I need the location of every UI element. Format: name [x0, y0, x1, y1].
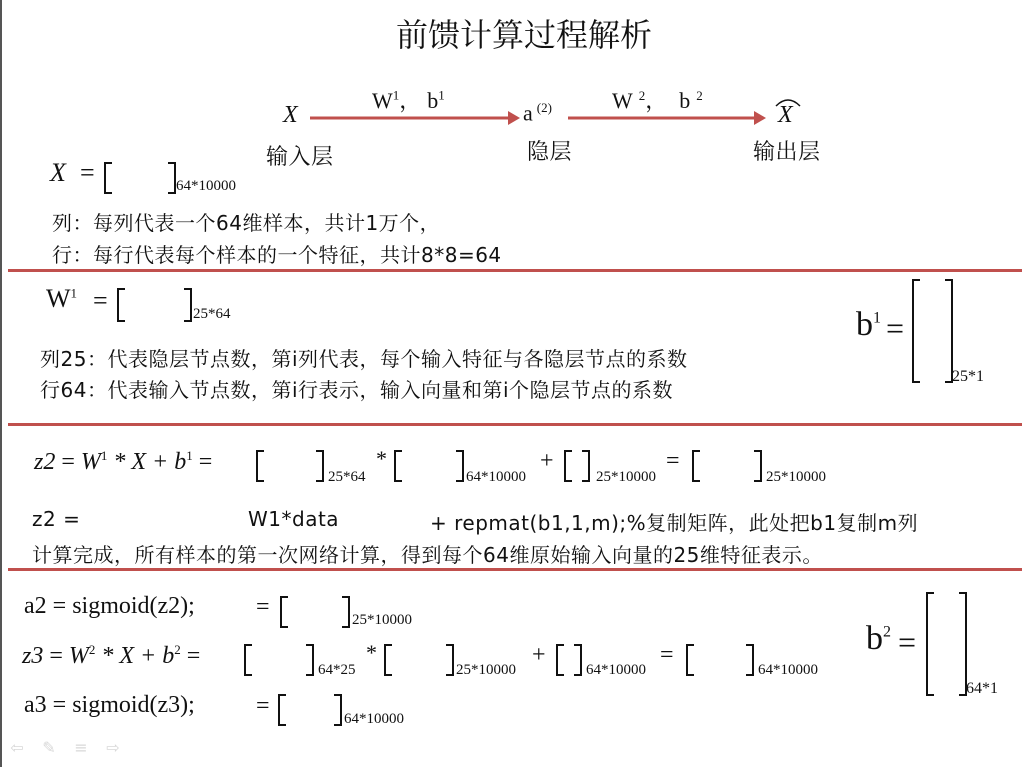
- b2-lhs: [866, 620, 891, 658]
- x-matrix-lhs: X: [50, 158, 66, 187]
- a2-line: a2 = sigmoid(z2);: [24, 593, 195, 619]
- z3-b: b: [162, 643, 175, 669]
- w1-bracket-left: [117, 288, 125, 322]
- x-matrix-dim: 64*10000: [176, 178, 236, 194]
- z3-mulx: * X +: [101, 643, 163, 669]
- x-matrix-bracket-left: [104, 162, 112, 194]
- z2-w-bracket-left: [256, 450, 264, 482]
- pen-icon[interactable]: ✎: [42, 738, 56, 757]
- slide-left-border: [0, 0, 2, 767]
- a3-bracket-left: [278, 694, 286, 726]
- divider-2: [8, 423, 1022, 426]
- flow-xhat: X: [778, 102, 793, 128]
- z3-dim1: 64*25: [318, 662, 356, 678]
- z2-eq: =: [61, 449, 75, 475]
- z3-lhs: z3: [22, 643, 44, 669]
- z2-dim2: 64*10000: [466, 469, 526, 485]
- z3-b-bracket-right: [574, 644, 582, 676]
- z2-b-bracket-right: [582, 450, 590, 482]
- a3-dim: 64*10000: [344, 711, 404, 727]
- flow-b1: b: [427, 88, 439, 113]
- flow-comma1: ，: [399, 88, 422, 113]
- x-col-desc: 列：每列代表一个64维样本，共计1万个，: [52, 211, 441, 235]
- z2-lhs: z2: [34, 449, 56, 475]
- b2-lhs-letter: b: [866, 620, 883, 657]
- z3-W-sup: 2: [88, 642, 96, 657]
- back-arrow-icon[interactable]: ⇦: [10, 738, 24, 757]
- flow-a2: a: [523, 100, 533, 126]
- slide-nav: [6, 738, 124, 757]
- flow-a2-label: [523, 100, 552, 126]
- w1-lhs: W: [46, 284, 71, 313]
- z2-equation: [34, 448, 212, 476]
- a3-line: a3 = sigmoid(z3);: [24, 692, 195, 718]
- z2-star: *: [376, 446, 387, 471]
- z3-eq: =: [49, 643, 63, 669]
- b1-lhs-sup: 1: [873, 309, 881, 327]
- z3-result-bracket-right: [746, 644, 754, 676]
- z2-W: W: [80, 449, 101, 475]
- z2-x-bracket-right: [456, 450, 464, 482]
- x-matrix-bracket-right: [168, 162, 176, 194]
- z2-eq3: =: [666, 448, 680, 474]
- divider-1: [8, 269, 1022, 272]
- z3-a-bracket-left: [384, 644, 392, 676]
- a2-bracket-right: [342, 596, 350, 628]
- z2-dim1: 25*64: [328, 469, 366, 485]
- w1-col-desc: 列25：代表隐层节点数，第i列代表，每个输入特征与各隐层节点的系数: [40, 347, 688, 371]
- w1-matrix-lhs: [46, 284, 77, 314]
- z2-x-bracket-left: [394, 450, 402, 482]
- b1-lhs: [856, 306, 881, 344]
- z2-result-bracket-right: [754, 450, 762, 482]
- a2-dim: 25*10000: [352, 612, 412, 628]
- z2-b-bracket-left: [564, 450, 572, 482]
- w1-row-desc: 行64：代表输入节点数，第i行表示，输入向量和第i个隐层节点的系数: [40, 378, 674, 402]
- flow-input-layer: 输入层: [266, 145, 334, 170]
- z3-a-bracket-right: [446, 644, 454, 676]
- flow-w2: W: [612, 88, 633, 113]
- a2-bracket-left: [280, 596, 288, 628]
- z2-summary: 计算完成，所有样本的第一次网络计算，得到每个64维原始输入向量的25维特征表示。: [32, 543, 823, 567]
- menu-icon[interactable]: ≡: [74, 738, 88, 757]
- w1-lhs-sup: 1: [70, 285, 78, 301]
- z2-w-bracket-right: [316, 450, 324, 482]
- forward-arrow-icon[interactable]: ⇨: [106, 738, 120, 757]
- a2-eq: =: [256, 594, 270, 620]
- flow-b2-sup: 2: [696, 87, 703, 103]
- flow-hidden-layer: 隐层: [527, 140, 573, 165]
- flow-xhat-label: [778, 102, 793, 129]
- z3-W: W: [68, 643, 89, 669]
- x-matrix-eq: =: [80, 158, 95, 187]
- z2-result-bracket-left: [692, 450, 700, 482]
- b2-dim: 64*1: [966, 680, 998, 697]
- z2-b-sup: 1: [186, 448, 193, 463]
- flow-w2-sup: 2: [638, 87, 646, 103]
- b1-eq: =: [886, 310, 905, 346]
- b1-dim: 25*1: [952, 368, 984, 385]
- z2-dim4: 25*10000: [766, 469, 826, 485]
- z2-dim3: 25*10000: [596, 469, 656, 485]
- b2-eq: =: [898, 624, 917, 660]
- flow-comma2: ，: [645, 88, 668, 113]
- flow-b1-sup: 1: [438, 87, 445, 103]
- z3-dim2: 25*10000: [456, 662, 516, 678]
- x-row-desc: 行：每行代表每个样本的一个特征，共计8*8=64: [52, 243, 502, 267]
- flow-w1: W: [372, 88, 393, 113]
- flow-a2-sup: (2): [536, 100, 552, 115]
- z3-w-bracket-right: [306, 644, 314, 676]
- flow-arrow-1: [310, 108, 520, 128]
- code-repmat: + repmat(b1,1,m);%复制矩阵，此处把b1复制m列: [430, 511, 919, 535]
- code-z2: z2 =: [32, 507, 81, 531]
- flow-output-layer: 输出层: [753, 140, 821, 165]
- z3-b-bracket-left: [556, 644, 564, 676]
- z3-equation: [22, 642, 200, 670]
- z3-plus: +: [532, 642, 546, 668]
- z3-dim3: 64*10000: [586, 662, 646, 678]
- z3-dim4: 64*10000: [758, 662, 818, 678]
- z3-eq3: =: [660, 642, 674, 668]
- flow-x-label: X: [283, 102, 298, 128]
- a3-eq: =: [256, 693, 270, 719]
- z3-eq2: =: [186, 643, 201, 669]
- z3-result-bracket-left: [686, 644, 694, 676]
- z2-mulx: * X +: [113, 449, 175, 475]
- b1-lhs-letter: b: [856, 306, 873, 343]
- flow-w1-sup: 1: [392, 87, 400, 103]
- w1-matrix-eq: =: [93, 286, 108, 315]
- z2-plus: +: [540, 448, 554, 474]
- b2-lhs-sup: 2: [883, 623, 891, 641]
- z2-eq2: =: [198, 449, 213, 475]
- z3-star: *: [366, 640, 377, 665]
- flow-arrow-2: [568, 108, 766, 128]
- w1-bracket-right: [184, 288, 192, 322]
- hat-icon: [775, 97, 801, 107]
- flow-b2: b: [679, 88, 691, 113]
- slide-title: 前馈计算过程解析: [396, 16, 653, 54]
- z2-b: b: [174, 449, 187, 475]
- z2-W-sup: 1: [100, 448, 108, 463]
- z3-b-sup: 2: [174, 642, 181, 657]
- z3-w-bracket-left: [244, 644, 252, 676]
- b1-bracket-left: [912, 279, 920, 383]
- w1-matrix-dim: 25*64: [193, 306, 231, 322]
- a3-bracket-right: [334, 694, 342, 726]
- code-w1data: W1*data: [248, 507, 340, 531]
- b2-bracket-left: [926, 592, 934, 696]
- divider-3: [8, 568, 1022, 571]
